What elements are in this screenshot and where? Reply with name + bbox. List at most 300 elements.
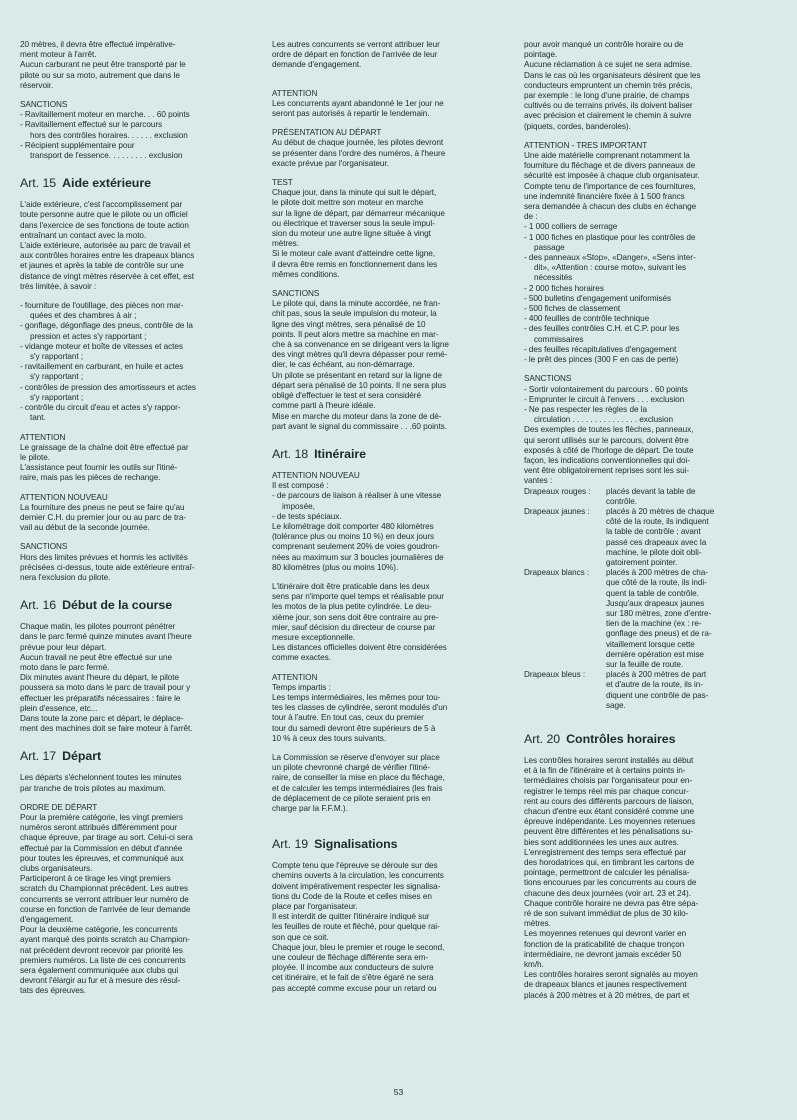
text-line: chaque épreuve, par tirage au sort. Celui-ci sera bbox=[20, 833, 193, 843]
text-line: effectuer les préparatifs nécessaires : faire le bbox=[20, 693, 181, 703]
art20-title: Contrôles horaires bbox=[566, 732, 676, 746]
text-line: quées et des chambres à air ; bbox=[30, 311, 137, 321]
text-line: clubs organisateurs. bbox=[20, 864, 93, 873]
text-line: - contrôles de pression des amortisseurs et actes bbox=[20, 382, 196, 392]
text-line: tien de la machine (ex : re- bbox=[606, 619, 702, 629]
text-line: - Emprunter le circuit à l'envers . . . exclusion bbox=[524, 394, 685, 404]
text-line: xième jour, son sens doit être contraire au pre- bbox=[272, 612, 439, 622]
flag-description bbox=[604, 568, 760, 670]
text-line: Les départs s'échelonnent toutes les minutes bbox=[20, 773, 182, 783]
text-line: Les contrôles horaires seront signalés au moyen bbox=[524, 970, 698, 980]
sanctions2-heading: SANCTIONS bbox=[20, 542, 68, 552]
text-line: - ravitaillement en carburant, en huile et actes bbox=[20, 362, 184, 372]
flag-entry bbox=[524, 507, 760, 568]
text-line: seront pas autorisés à repartir le lendemain. bbox=[272, 109, 430, 119]
flag-description bbox=[604, 487, 760, 507]
flag-entry bbox=[524, 670, 760, 711]
text-line: comme parti à l'heure idéale. bbox=[272, 401, 376, 411]
attention-body bbox=[272, 99, 507, 119]
text-line: Compte tenu de l'importance de ces fournitures, bbox=[524, 181, 696, 191]
text-line: dernière opération est mise bbox=[606, 649, 704, 659]
text-line: Il est composé : bbox=[272, 481, 329, 491]
text-line: exacte prévue par l'organisateur. bbox=[272, 158, 389, 168]
text-line: que côté de la route, ils indi- bbox=[606, 578, 707, 588]
text-line: moto dans le parc fermé. bbox=[20, 662, 110, 672]
text-line: obligé d'effectuer le test et sera considéré bbox=[272, 391, 421, 401]
attention2-body bbox=[272, 683, 507, 744]
text-line: points. Il peut alors mettre sa machine en mar- bbox=[272, 329, 439, 339]
text-line: des vingt mètres qu'il devra dépasser pour remé- bbox=[272, 350, 448, 360]
text-line: dernier C.H. du premier jour ou au parc de tra- bbox=[20, 512, 187, 522]
text-line: L'assistance peut fournir les outils sur l'itiné- bbox=[20, 463, 178, 473]
art18-title: Itinéraire bbox=[314, 446, 366, 461]
text-line: L'enregistrement des temps sera effectué par bbox=[524, 847, 687, 857]
text-line: réservoir. bbox=[20, 80, 54, 90]
text-line: quent la table de contrôle. bbox=[606, 588, 699, 598]
attention-heading: ATTENTION bbox=[20, 432, 66, 442]
sanctions-heading: SANCTIONS bbox=[20, 100, 68, 110]
text-line: - gonflage, dégonflage des pneus, contrôle de la bbox=[20, 321, 193, 331]
col3-intro bbox=[524, 40, 760, 132]
text-line: pointage. bbox=[524, 50, 558, 60]
column-3 bbox=[524, 40, 760, 1001]
sanctions-heading: SANCTIONS bbox=[272, 289, 320, 299]
attention-nouveau-body bbox=[272, 481, 507, 573]
text-line: pas accepté comme excuse pour un retard ou bbox=[272, 983, 437, 993]
text-line: départ sera pénalisé de 10 points. Il ne sera plus bbox=[272, 380, 447, 390]
text-line: une indemnité financière fixée à 1 500 francs bbox=[524, 191, 685, 201]
text-line: placés à 200 mètres de part bbox=[606, 670, 707, 680]
text-line: Les temps intermédiaires, les mêmes pour tou- bbox=[272, 692, 441, 702]
text-line: part avant le signal du commissaire . . .60 points. bbox=[272, 421, 447, 431]
text-line: - fourniture de l'outillage, des pièces non mar- bbox=[20, 301, 184, 311]
text-line: placés devant la table de bbox=[606, 486, 696, 496]
ordre-body bbox=[20, 813, 252, 997]
text-line: - 2 000 fiches horaires bbox=[524, 283, 604, 293]
text-line: placés à 200 mètres de cha- bbox=[606, 568, 708, 578]
text-line: - 400 feuilles de contrôle technique bbox=[524, 314, 650, 324]
text-line: comprenant seulement 20% de voies goudron- bbox=[272, 542, 440, 552]
text-line: che à sa convenance en se dirigeant vers la ligne bbox=[272, 340, 449, 350]
text-line: premiers numéros. La liste de ces concurrents bbox=[20, 955, 186, 965]
art20-body bbox=[524, 756, 760, 1001]
text-line: dit», «Attention : course moto», suivant les bbox=[534, 263, 687, 273]
text-line: - 1 000 colliers de serrage bbox=[524, 222, 618, 232]
flag-term: Drapeaux bleus : bbox=[524, 670, 586, 680]
attention2-heading: ATTENTION bbox=[272, 672, 318, 682]
text-line: (tolérance plus ou moins 10 %) en deux jours bbox=[272, 532, 435, 542]
art15-title: Aide extérieure bbox=[62, 176, 151, 191]
text-line: de déplacement de ce pilote seraient pris en bbox=[272, 793, 431, 803]
text-line: vitaillement lorsque cette bbox=[606, 639, 695, 649]
flag-entry bbox=[524, 487, 760, 507]
text-line: chemins ouverts à la circulation, les concurrents bbox=[272, 871, 444, 881]
text-line: - Récipient supplémentaire pour bbox=[20, 140, 135, 150]
text-line: tats des épreuves. bbox=[20, 986, 87, 996]
text-line: façon, les indications conventionnelles qui doi- bbox=[524, 455, 691, 465]
text-line: demande d'engagement. bbox=[272, 60, 362, 70]
text-line: imposée, bbox=[282, 501, 315, 511]
text-line: - des feuilles contrôles C.H. et C.P. pour les bbox=[524, 324, 680, 334]
text-line: sécurité est imposée à chaque club organisateur. bbox=[524, 171, 700, 181]
text-line: transport de l'essence. . . . . . . . . exclusion bbox=[30, 151, 183, 161]
test-heading: TEST bbox=[272, 178, 293, 188]
text-line: Il est interdit de quitter l'itinéraire indiqué sur bbox=[272, 912, 430, 922]
text-line: prévue pour leur départ. bbox=[20, 642, 107, 652]
text-line: pointage, permettront de calculer les pénalisa- bbox=[524, 868, 690, 878]
text-line: Chaque matin, les pilotes pourront pénétrer bbox=[20, 622, 176, 632]
text-line: Aucun travail ne peut être effectué sur une bbox=[20, 652, 172, 662]
flags-list bbox=[524, 487, 760, 711]
text-line: comme exactes. bbox=[272, 653, 331, 663]
sanctions-body bbox=[272, 299, 507, 432]
text-line: ligne des vingt mètres, sera pénalisé de 10 bbox=[272, 319, 426, 329]
text-line: Les distances officielles doivent être considérées bbox=[272, 643, 447, 653]
text-line: - Ravitaillement effectué sur le parcours bbox=[20, 120, 163, 130]
text-line: poussera sa moto dans le parc de travail pour y bbox=[20, 683, 191, 693]
text-line: 20 mètres, il devra être effectué impérative- bbox=[20, 40, 176, 49]
text-line: de : bbox=[524, 212, 538, 222]
text-line: dans le parc fermé quinze minutes avant l'heure bbox=[20, 632, 192, 642]
sanctions-list bbox=[20, 110, 252, 161]
sanctions-body bbox=[524, 385, 760, 487]
text-line: fourniture du fléchage et de divers panneaux de bbox=[524, 161, 696, 171]
text-line: rent au cours des différents parcours de liaison, bbox=[524, 796, 694, 806]
text-line: ordre de départ en fonction de l'arrivée de leur bbox=[272, 50, 438, 60]
text-line: épreuve indépendante. Les moyennes retenues bbox=[524, 817, 696, 827]
text-line: La Commission se réserve d'envoyer sur place bbox=[272, 752, 440, 762]
text-line: sera également communiquée aux clubs qui bbox=[20, 966, 179, 976]
text-line: commissaires bbox=[534, 334, 584, 344]
text-line: aux contrôles horaires entre les drapeaux blancs bbox=[20, 251, 195, 261]
text-line: circulation . . . . . . . . . . . . . . . exclusion bbox=[534, 415, 673, 425]
art19-title: Signalisations bbox=[314, 837, 398, 852]
text-line: s'y rapportant ; bbox=[30, 372, 84, 382]
text-line: sion du moteur une autre ligne située à vingt bbox=[272, 229, 431, 239]
attention-body bbox=[20, 443, 252, 484]
text-line: registrer le temps réel mis par chaque concur- bbox=[524, 786, 689, 796]
text-line: tant. bbox=[30, 413, 46, 423]
attention-nouveau-heading: ATTENTION NOUVEAU bbox=[272, 470, 360, 480]
text-line: peuvent être différentes et les pénalisations su- bbox=[524, 827, 693, 837]
text-line: concurrents se verront attribuer leur numéro de bbox=[20, 894, 189, 904]
text-line: L'itinéraire doit être praticable dans les deux bbox=[272, 581, 430, 591]
text-line: Les autres concurrents se verront attribuer leur bbox=[272, 40, 440, 49]
text-line: (piquets, cordes, banderoles). bbox=[524, 121, 631, 131]
text-line: toute personne autre que le pilote ou un officiel bbox=[20, 210, 188, 220]
text-line: par tranche de trois pilotes au maximum. bbox=[20, 783, 166, 793]
text-line: - le prêt des pinces (300 F en cas de perte) bbox=[524, 355, 679, 365]
art15-heading bbox=[20, 175, 252, 191]
text-line: et d'autre de la route, ils in- bbox=[606, 680, 703, 690]
attention-heading: ATTENTION bbox=[272, 88, 318, 98]
text-line: par exemple : le long d'une prairie, de champs bbox=[524, 91, 690, 101]
text-line: des horodatrices qui, en timbrant les cartons de bbox=[524, 858, 695, 868]
text-line: le pilote doit mettre son moteur en marche bbox=[272, 198, 424, 208]
text-line: mètres. bbox=[524, 919, 551, 929]
col1-intro bbox=[20, 40, 252, 91]
text-line: tes les classes de cylindrée, seront modulés d'un bbox=[272, 703, 448, 713]
art18-heading bbox=[272, 446, 507, 462]
text-line: ment moteur à l'arrêt. bbox=[20, 50, 97, 60]
art15-body bbox=[20, 200, 252, 292]
art17-heading bbox=[20, 748, 252, 764]
text-line: Aucune réclamation à ce sujet ne sera admise. bbox=[524, 60, 692, 70]
text-line: se présenter dans l'ordre des numéros, à l'heure bbox=[272, 148, 446, 158]
text-line: diquent une contrôle de pas- bbox=[606, 690, 709, 700]
art17-number: Art. 17 bbox=[20, 749, 57, 764]
text-line: gonflage des pneus) et de ra- bbox=[606, 629, 712, 639]
text-line: Les concurrents ayant abandonné le 1er jour ne bbox=[272, 98, 444, 108]
text-line: Une aide matérielle comprenant notamment la bbox=[524, 151, 690, 161]
text-line: Chaque contrôle horaire ne devra pas être sépa- bbox=[524, 898, 699, 908]
flag-term: Drapeaux blancs : bbox=[524, 568, 590, 578]
text-line: chit pas, sous la seule impulsion du moteur, la bbox=[272, 309, 437, 319]
flag-description bbox=[604, 670, 760, 711]
text-line: Dix minutes avant l'heure du départ, le pilote bbox=[20, 673, 180, 683]
text-line: L'aide extérieure, autorisée au parc de travail et bbox=[20, 241, 191, 251]
text-line: sur la ligne de départ, par démarreur mécanique bbox=[272, 208, 445, 218]
text-line: tour à l'autre. En tout cas, ceux du premier bbox=[272, 713, 424, 723]
text-line: sage. bbox=[606, 700, 626, 710]
text-line: termédiaires choisis par l'organisateur pour en- bbox=[524, 776, 692, 786]
text-line: Pour la première catégorie, les vingt premiers bbox=[20, 812, 183, 822]
art20-heading bbox=[524, 731, 760, 747]
text-line: Chaque jour, dans la minute qui suit le départ, bbox=[272, 188, 437, 198]
text-line: et jaunes et après la table de contrôle sur une bbox=[20, 261, 184, 271]
text-line: dier, le cas échéant, au non-démarrage. bbox=[272, 360, 415, 370]
text-line: contrôle. bbox=[606, 496, 637, 506]
text-line: raire, mais pas les pièces de rechange. bbox=[20, 473, 161, 483]
text-line: passage bbox=[534, 242, 565, 252]
art16-heading bbox=[20, 597, 252, 613]
text-line: sera demandée à chacun des clubs en échange bbox=[524, 202, 697, 212]
text-line: qui seront utilisés sur le parcours, doivent être bbox=[524, 435, 689, 445]
text-line: exposés à côté de l'horloge de départ. De toute bbox=[524, 445, 694, 455]
text-line: Les moyennes retenues qui devront varier en bbox=[524, 929, 687, 939]
text-line: son que ce soit. bbox=[272, 932, 329, 942]
text-line: précisées ci-dessus, toute aide extérieure entraî- bbox=[20, 562, 195, 572]
text-line: nécessités bbox=[534, 273, 573, 283]
text-line: vent être obligatoirement reprises sont les sui- bbox=[524, 466, 690, 476]
text-line: Le graissage de la chaîne doit être effectué par bbox=[20, 442, 189, 452]
text-line: nat précédent devront recevoir par priorité les bbox=[20, 945, 183, 955]
art18-number: Art. 18 bbox=[272, 446, 309, 461]
text-line: - de tests spéciaux. bbox=[272, 511, 342, 521]
text-line: - Ne pas respecter les règles de la bbox=[524, 404, 647, 414]
text-line: - Ravitaillement moteur en marche. . . 60 points bbox=[20, 110, 190, 120]
text-line: La fourniture des pneus ne peut se faire qu'au bbox=[20, 502, 185, 512]
text-line: hors des contrôles horaires. . . . . . exclusion bbox=[30, 130, 188, 140]
sanctions-heading: SANCTIONS bbox=[524, 374, 572, 384]
text-line: place par l'organisateur. bbox=[272, 902, 358, 912]
flag-description bbox=[604, 507, 760, 568]
text-line: la table de contrôle ; avant bbox=[606, 527, 701, 537]
art16-body bbox=[20, 622, 252, 734]
art15-list bbox=[20, 301, 252, 423]
text-line: Dans le cas où les organisateurs désirent que les bbox=[524, 70, 701, 80]
text-line: cet itinéraire, et le fait de s'être égaré ne sera bbox=[272, 973, 434, 983]
text-line: scratch du Championnat précédent. Les autres bbox=[20, 884, 189, 894]
text-line: Le kilométrage doit comporter 480 kilomètres bbox=[272, 521, 434, 531]
text-line: entraînant un contact avec la moto. bbox=[20, 230, 147, 240]
presentation-heading: PRÉSENTATION AU DÉPART bbox=[272, 128, 382, 138]
text-line: - Sortir volontairement du parcours . 60 points bbox=[524, 384, 688, 394]
text-line: les feuilles de route et fléché, pour quelque rai- bbox=[272, 922, 440, 932]
text-line: Jusqu'aux drapeaux jaunes bbox=[606, 598, 705, 608]
text-line: 80 kilomètres (plus ou moins 10%). bbox=[272, 562, 399, 572]
flag-term: Drapeaux rouges : bbox=[524, 486, 591, 496]
text-line: L'aide extérieure, c'est l'accomplissement par bbox=[20, 200, 183, 210]
text-line: cultivés ou de terrains privés, ils doivent baliser bbox=[524, 101, 693, 111]
text-line: sur la feuille de route. bbox=[606, 659, 684, 669]
text-line: - 500 fiches de classement bbox=[524, 304, 621, 314]
text-line: ayant marqué des points scratch au Champion- bbox=[20, 935, 190, 945]
text-line: placés à 20 mètres de chaque bbox=[606, 506, 715, 516]
text-line: Dans toute la zone parc et départ, le déplace- bbox=[20, 713, 184, 723]
text-line: tions du Code de la Route et celles mises en bbox=[272, 891, 432, 901]
text-line: et de calculer les temps intermédiaires (les frais bbox=[272, 783, 443, 793]
flag-term: Drapeaux jaunes : bbox=[524, 506, 590, 516]
text-line: s'y rapportant ; bbox=[30, 392, 84, 402]
text-line: bies sont additionnées les unes aux autres. bbox=[524, 837, 679, 847]
text-line: km/h. bbox=[524, 960, 544, 970]
text-line: Mise en marche du moteur dans la zone de dé- bbox=[272, 411, 442, 421]
sanctions2-body bbox=[20, 553, 252, 584]
text-line: - de parcours de liaison à réaliser à une vitesse bbox=[272, 491, 442, 501]
text-line: placés à 200 mètres et à 20 mètres, de part et bbox=[524, 990, 690, 1000]
text-line: gatoirement pointer. bbox=[606, 557, 678, 567]
attention-nouveau-heading: ATTENTION NOUVEAU bbox=[20, 492, 108, 502]
text-line: mier, sauf décision du directeur de course par bbox=[272, 622, 436, 632]
text-line: passé ces drapeaux avec la bbox=[606, 537, 707, 547]
text-line: très limitée, à savoir : bbox=[20, 281, 97, 291]
attention-nouveau-body bbox=[20, 503, 252, 534]
ordre-heading: ORDRE DE DÉPART bbox=[20, 802, 98, 812]
text-line: devront l'élargir au fur et à mesure des résul- bbox=[20, 976, 181, 986]
text-line: - 1 000 fiches en plastique pour les contrôles de bbox=[524, 232, 696, 242]
text-line: côté de la route, ils indiquent bbox=[606, 517, 709, 527]
text-line: pilote ou sur sa moto, autrement que dans le bbox=[20, 70, 180, 80]
text-line: ré de son suivant immédiat de plus de 30 kilo- bbox=[524, 909, 689, 919]
text-line: course en fonction de l'arrivée de leur demande bbox=[20, 904, 191, 914]
text-line: Chaque jour, bleu le premier et rouge le second, bbox=[272, 942, 445, 952]
text-line: mêmes conditions. bbox=[272, 269, 340, 279]
text-line: - des panneaux «Stop», «Danger», «Sens inter- bbox=[524, 253, 696, 263]
text-line: Un pilote se présentant en retard sur la ligne de bbox=[272, 370, 443, 380]
text-line: ou électrique et traverser sous la seule impul- bbox=[272, 218, 435, 228]
text-line: Les contrôles horaires seront installés au début bbox=[524, 756, 694, 765]
text-line: fonction de la praticabilité de chaque tronçon bbox=[524, 939, 685, 949]
text-line: Pour la deuxième catégorie, les concurrents bbox=[20, 925, 178, 935]
text-line: Compte tenu que l'épreuve se déroule sur des bbox=[272, 861, 438, 871]
text-line: ment des machines doit se faire moteur à l'arrêt. bbox=[20, 724, 193, 734]
art18-body bbox=[272, 582, 507, 664]
text-line: Des exemples de toutes les flèches, panneaux, bbox=[524, 425, 694, 435]
art19-body bbox=[272, 861, 507, 994]
text-line: charge par la F.F.M.). bbox=[272, 804, 348, 813]
attention-body bbox=[524, 151, 760, 222]
text-line: Participeront à ce tirage les vingt premiers bbox=[20, 874, 171, 884]
art20-number: Art. 20 bbox=[524, 732, 561, 746]
text-line: Aucun carburant ne peut être transporté par le bbox=[20, 60, 186, 70]
text-line: nera l'exclusion du pilote. bbox=[20, 572, 111, 582]
text-line: tour du samedi devront être supérieurs de 5 à bbox=[272, 723, 436, 733]
text-line: les motos de la plus petite cylindrée. Le deu- bbox=[272, 602, 432, 612]
text-line: intermédiaire, ne devront jamais excéder 50 bbox=[524, 949, 682, 959]
test-body bbox=[272, 188, 507, 280]
text-line: pour toutes les épreuves, et communiqué aux bbox=[20, 853, 184, 863]
art19-number: Art. 19 bbox=[272, 837, 309, 852]
text-line: un pilote chevronné chargé de vérifier l'itiné- bbox=[272, 763, 431, 773]
commission-body bbox=[272, 753, 507, 814]
attention-heading: ATTENTION - TRES IMPORTANT bbox=[524, 140, 648, 150]
text-line: plein d'essence, etc... bbox=[20, 703, 98, 713]
text-line: le pilote. bbox=[20, 452, 50, 462]
column-1 bbox=[20, 40, 252, 997]
art17-body bbox=[20, 773, 252, 793]
text-line: conducteurs empruntent un chemin très précis, bbox=[524, 80, 693, 90]
text-line: d'engagement. bbox=[20, 915, 74, 925]
flag-entry bbox=[524, 568, 760, 670]
text-line: mesure exceptionnelle. bbox=[272, 632, 356, 642]
text-line: sens par n'importe quel temps et réalisable pour bbox=[272, 592, 445, 602]
art19-heading bbox=[272, 836, 507, 852]
text-line: machine, le pilote doit obli- bbox=[606, 547, 702, 557]
text-line: - des feuilles récapitulatives d'engagement bbox=[524, 344, 677, 354]
art17-title: Départ bbox=[62, 749, 102, 764]
text-line: vantes : bbox=[524, 476, 553, 486]
art16-number: Art. 16 bbox=[20, 598, 57, 613]
text-line: s'y rapportant ; bbox=[30, 352, 84, 362]
text-line: de drapeaux blancs et jaunes respectivement bbox=[524, 980, 687, 990]
text-line: distance de vingt mètres réservée à cet effet, est bbox=[20, 271, 194, 281]
text-line: sur 180 mètres, zone d'entre- bbox=[606, 608, 712, 618]
text-line: il devra être remis en fonctionnement dans les bbox=[272, 259, 438, 269]
text-line: - contrôle du circuit d'eau et actes s'y rappor- bbox=[20, 403, 181, 413]
text-line: pour avoir manqué un contrôle horaire ou de bbox=[524, 40, 684, 49]
text-line: ployée. Il incombe aux conducteurs de suivre bbox=[272, 963, 434, 973]
text-line: - vidange moteur et boîte de vitesses et actes bbox=[20, 341, 183, 351]
text-line: Si le moteur cale avant d'atteindre cette ligne, bbox=[272, 249, 436, 259]
page-number: 53 bbox=[393, 1087, 404, 1097]
text-line: numéros seront attribués différemment pour bbox=[20, 823, 178, 833]
text-line: mètres. bbox=[272, 239, 299, 249]
text-line: Hors des limites prévues et hormis les activités bbox=[20, 552, 188, 562]
text-line: tions encourues par les concurrents au cours de bbox=[524, 878, 697, 888]
text-line: 10 % à ceux des tours suivants. bbox=[272, 733, 387, 743]
text-line: chacune des deux journées (voir art. 23 et 24). bbox=[524, 888, 691, 898]
text-line: Le pilote qui, dans la minute accordée, ne fran- bbox=[272, 299, 441, 309]
text-line: et à la fin de l'itinéraire et à certains points in- bbox=[524, 766, 686, 776]
column-2 bbox=[272, 40, 507, 994]
art15-number: Art. 15 bbox=[20, 176, 57, 191]
text-line: dans l'exercice de ses fonctions de toute action bbox=[20, 220, 189, 230]
text-line: - 500 bulletins d'engagement uniformisés bbox=[524, 293, 672, 303]
art16-title: Début de la course bbox=[62, 598, 173, 613]
text-line: doivent impérativement respecter les signalisa- bbox=[272, 881, 441, 891]
supplies-list bbox=[524, 222, 760, 365]
text-line: nées au maximum sur 3 boucles journalières de bbox=[272, 552, 444, 562]
text-line: pression et actes s'y rapportant ; bbox=[30, 331, 147, 341]
presentation-body bbox=[272, 138, 507, 169]
text-line: Au début de chaque journée, les pilotes devront bbox=[272, 138, 444, 148]
col2-intro bbox=[272, 40, 507, 71]
text-line: une couleur de fléchage différente sera em- bbox=[272, 953, 429, 963]
text-line: raire, de conseiller la mise en place du fléchage, bbox=[272, 773, 445, 783]
text-line: chacun d'entre eux étant considéré comme une bbox=[524, 807, 695, 817]
text-line: Temps impartis : bbox=[272, 682, 331, 692]
